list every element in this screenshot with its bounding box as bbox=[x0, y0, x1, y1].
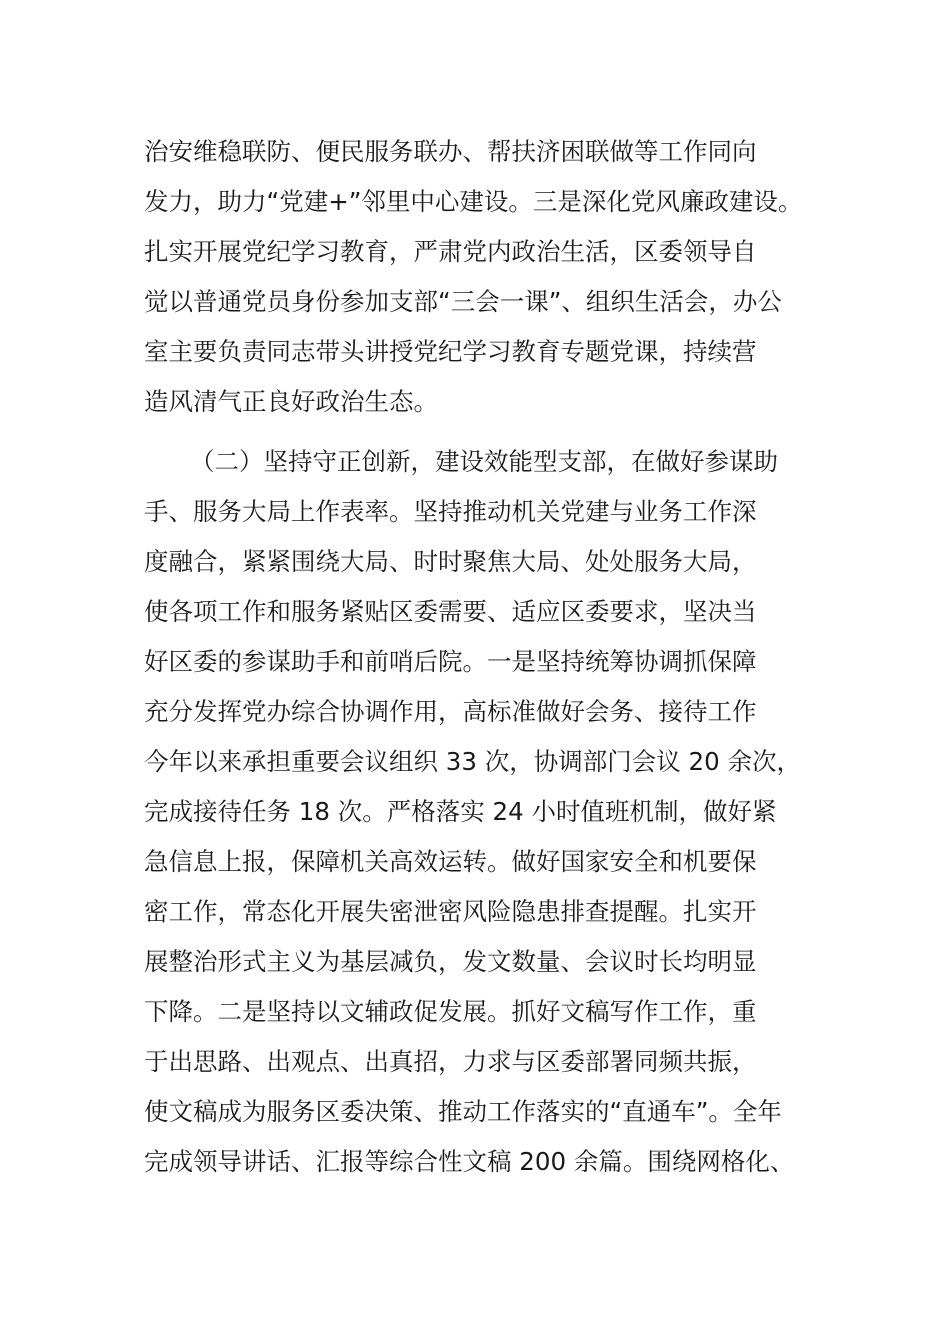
paragraph-line: 使各项工作和服务紧贴区委需要、适应区委要求，坚决当 bbox=[144, 597, 757, 626]
paragraph-line: 使文稿成为服务区委决策、推动工作落实的“直通车”。全年 bbox=[144, 1097, 782, 1126]
paragraph-line: 发力，助力“党建+”邻里中心建设。三是深化党风廉政建设。 bbox=[144, 187, 803, 216]
paragraph-line: 治安维稳联防、便民服务联办、帮扶济困联做等工作同向 bbox=[144, 137, 757, 166]
paragraph-line: 急信息上报，保障机关高效运转。做好国家安全和机要保 bbox=[144, 847, 757, 876]
paragraph-line: 扎实开展党纪学习教育，严肃党内政治生活，区委领导自 bbox=[144, 237, 757, 266]
paragraph-line: （二）坚持守正创新，建设效能型支部，在做好参谋助 bbox=[190, 447, 778, 476]
paragraph-line: 于出思路、出观点、出真招，力求与区委部署同频共振， bbox=[144, 1047, 757, 1076]
paragraph-1 bbox=[144, 127, 834, 427]
paragraph-2 bbox=[144, 437, 834, 1187]
paragraph-line: 展整治形式主义为基层减负，发文数量、会议时长均明显 bbox=[144, 947, 757, 976]
paragraph-line: 今年以来承担重要会议组织 33 次，协调部门会议 20 余次， bbox=[144, 747, 801, 776]
paragraph-line: 室主要负责同志带头讲授党纪学习教育专题党课，持续营 bbox=[144, 337, 757, 366]
paragraph-line: 充分发挥党办综合协调作用，高标准做好会务、接待工作 bbox=[144, 697, 757, 726]
paragraph-line: 密工作，常态化开展失密泄密风险隐患排查提醒。扎实开 bbox=[144, 897, 757, 926]
paragraph-line: 下降。二是坚持以文辅政促发展。抓好文稿写作工作，重 bbox=[144, 997, 757, 1026]
paragraph-line: 好区委的参谋助手和前哨后院。一是坚持统筹协调抓保障 bbox=[144, 647, 757, 676]
paragraph-line: 觉以普通党员身份参加支部“三会一课”、组织生活会，办公 bbox=[144, 287, 782, 316]
paragraph-line: 完成接待任务 18 次。严格落实 24 小时值班机制，做好紧 bbox=[144, 797, 777, 826]
paragraph-line: 手、服务大局上作表率。坚持推动机关党建与业务工作深 bbox=[144, 497, 757, 526]
paragraph-line: 度融合，紧紧围绕大局、时时聚焦大局、处处服务大局， bbox=[144, 547, 757, 576]
paragraph-line: 完成领导讲话、汇报等综合性文稿 200 余篇。围绕网格化、 bbox=[144, 1147, 795, 1176]
paragraph-line: 造风清气正良好政治生态。 bbox=[144, 387, 438, 416]
